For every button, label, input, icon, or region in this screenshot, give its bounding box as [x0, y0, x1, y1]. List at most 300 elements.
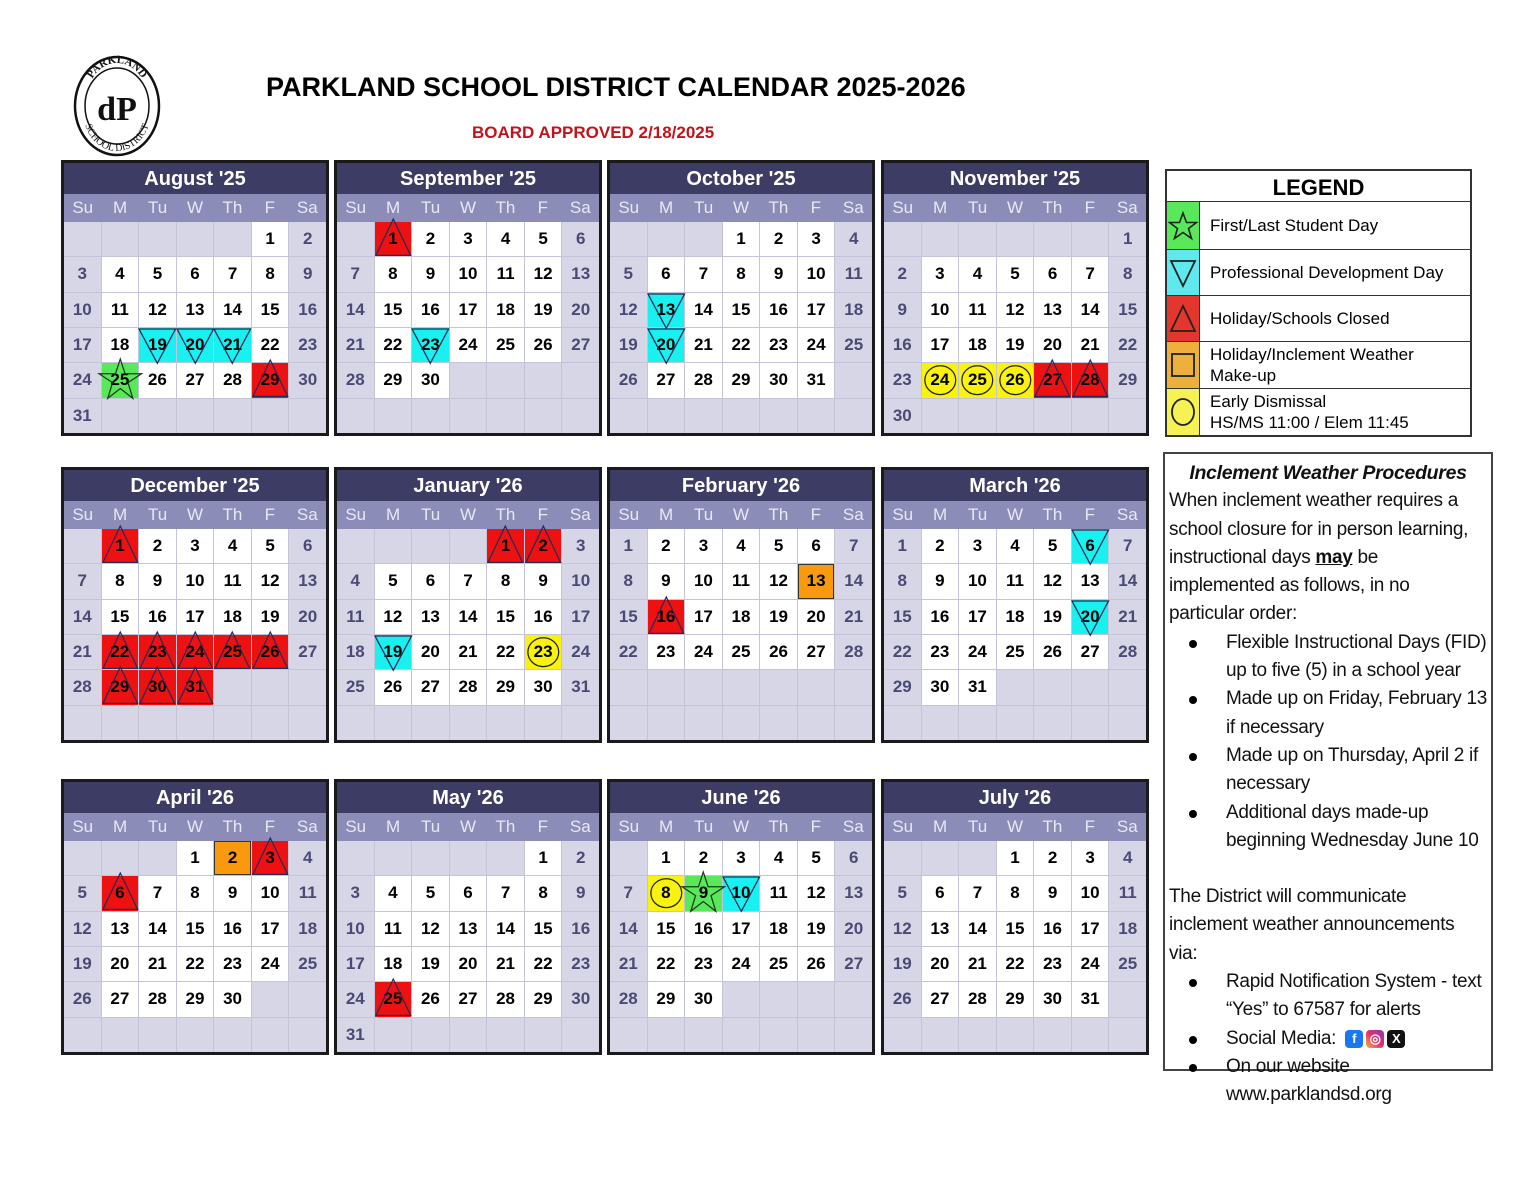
day-cell-holiday [375, 222, 412, 256]
day-cell [1034, 564, 1071, 598]
day-number: 22 [185, 954, 205, 974]
day-number: 6 [1085, 536, 1095, 556]
day-number: 9 [897, 299, 908, 319]
day-cell [487, 912, 524, 946]
instagram-icon[interactable]: ◎ [1366, 1030, 1384, 1048]
day-cell [959, 635, 996, 669]
day-cell [289, 529, 326, 563]
day-cell-holiday [525, 529, 562, 563]
month-title: December '25 [64, 470, 326, 501]
empty-cell [64, 841, 101, 875]
empty-cell [139, 399, 176, 433]
day-cell [723, 328, 760, 362]
day-number: 29 [185, 989, 205, 1009]
day-cell [835, 876, 872, 910]
day-cell [798, 600, 835, 634]
day-number: 23 [1043, 954, 1063, 974]
day-cell [798, 529, 835, 563]
day-cell [648, 841, 685, 875]
day-cell [1072, 912, 1109, 946]
day-number: 23 [571, 954, 591, 974]
day-cell [177, 982, 214, 1016]
day-cell [1072, 564, 1109, 598]
day-number: 1 [388, 229, 398, 249]
day-number: 21 [1080, 335, 1100, 355]
empty-cell [1109, 1018, 1146, 1052]
day-cell [525, 222, 562, 256]
day-number: 27 [298, 642, 318, 662]
empty-cell [959, 706, 996, 740]
empty-cell [487, 706, 524, 740]
day-number: 5 [773, 536, 784, 556]
day-number: 4 [388, 883, 398, 903]
empty-cell [922, 222, 959, 256]
day-number: 31 [1080, 989, 1100, 1009]
empty-cell [648, 222, 685, 256]
day-cell-pd [177, 328, 214, 362]
day-number: 1 [897, 536, 908, 556]
day-number: 3 [575, 536, 586, 556]
day-cell [525, 670, 562, 704]
day-number: 24 [930, 370, 950, 390]
day-cell [289, 841, 326, 875]
day-grid [64, 529, 326, 740]
empty-cell [289, 399, 326, 433]
day-number: 22 [533, 954, 553, 974]
day-cell [252, 912, 289, 946]
day-number: 7 [152, 883, 163, 903]
empty-cell [177, 706, 214, 740]
day-cell [723, 912, 760, 946]
day-name: Su [618, 817, 640, 836]
day-cell-holiday [177, 635, 214, 669]
month-may [334, 779, 602, 1055]
day-cell [289, 257, 326, 291]
day-number: 18 [844, 299, 864, 319]
day-number: 4 [227, 536, 238, 556]
day-number: 16 [769, 299, 789, 319]
day-number: 8 [1122, 264, 1133, 284]
day-number: 12 [806, 883, 826, 903]
empty-cell [610, 670, 647, 704]
day-number: 1 [500, 536, 511, 556]
day-number: 25 [769, 954, 789, 974]
day-cell [922, 670, 959, 704]
approval-date: BOARD APPROVED 2/18/2025 [472, 123, 715, 142]
day-cell [64, 947, 101, 981]
day-cell [1034, 600, 1071, 634]
day-cell [64, 635, 101, 669]
day-cell [884, 363, 921, 397]
day-number: 27 [806, 642, 826, 662]
day-number: 11 [968, 299, 987, 319]
day-cell-pd [139, 328, 176, 362]
day-cell [525, 841, 562, 875]
day-cell [64, 399, 101, 433]
day-number: 19 [618, 335, 638, 355]
day-cell [835, 328, 872, 362]
day-cell [214, 529, 251, 563]
day-number: 8 [115, 571, 125, 591]
day-number: 19 [769, 606, 789, 626]
day-number: 18 [110, 335, 130, 355]
day-number: 14 [967, 918, 987, 938]
day-cell [1109, 600, 1146, 634]
day-name: M [933, 505, 948, 524]
day-name: Sa [569, 198, 591, 217]
day-cell [922, 293, 959, 327]
day-cell-early [922, 363, 959, 397]
day-number: 3 [972, 536, 983, 556]
day-number: 24 [967, 642, 987, 662]
empty-cell [562, 706, 599, 740]
day-grid [610, 222, 872, 433]
day-number: 2 [302, 229, 313, 249]
day-cell-pd [648, 293, 685, 327]
day-number: 24 [693, 642, 713, 662]
day-name: Su [892, 198, 914, 217]
day-number: 4 [1010, 536, 1020, 556]
day-number: 10 [345, 918, 365, 938]
day-cell [64, 564, 101, 598]
day-cell [562, 841, 599, 875]
day-number: 14 [345, 299, 365, 319]
empty-cell [64, 1018, 101, 1052]
day-number: 16 [223, 918, 243, 938]
day-number: 16 [298, 299, 318, 319]
day-cell [525, 564, 562, 598]
empty-cell [884, 706, 921, 740]
day-name: Sa [1116, 817, 1138, 836]
empty-cell [835, 363, 872, 397]
day-number: 14 [844, 571, 864, 591]
day-cell [214, 876, 251, 910]
day-number: 6 [575, 229, 586, 249]
day-number: 13 [185, 299, 205, 319]
month-august [61, 160, 329, 436]
empty-cell [177, 222, 214, 256]
legend-label: Professional Development Day [1210, 263, 1444, 282]
day-name: Th [768, 817, 789, 836]
day-number: 29 [656, 989, 676, 1009]
day-number: 28 [844, 642, 864, 662]
day-number: 24 [185, 642, 205, 662]
empty-cell [412, 529, 449, 563]
day-name: M [113, 817, 128, 836]
day-number: 6 [811, 536, 821, 556]
day-number: 8 [538, 883, 548, 903]
day-number: 13 [806, 571, 826, 591]
day-name: Sa [842, 505, 864, 524]
option-feb-13: Made up on Friday, February 13 if necessary [1169, 685, 1487, 742]
district-logo [73, 55, 161, 157]
day-cell-pd [723, 876, 760, 910]
empty-cell [798, 706, 835, 740]
empty-cell [562, 399, 599, 433]
day-cell [412, 912, 449, 946]
day-name: W [459, 817, 477, 836]
day-cell [64, 257, 101, 291]
day-number: 21 [844, 606, 864, 626]
day-number: 18 [223, 606, 243, 626]
day-cell [412, 947, 449, 981]
day-cell [562, 670, 599, 704]
day-cell [922, 635, 959, 669]
day-name: Su [345, 817, 367, 836]
empty-cell [1072, 1018, 1109, 1052]
empty-cell [214, 670, 251, 704]
day-cell [922, 564, 959, 598]
day-cell [375, 328, 412, 362]
day-cell [102, 600, 139, 634]
day-cell-pd [375, 635, 412, 669]
day-number: 18 [496, 299, 516, 319]
day-cell [1034, 876, 1071, 910]
day-cell [922, 947, 959, 981]
day-number: 14 [1080, 299, 1100, 319]
day-cell [562, 222, 599, 256]
day-cell [289, 363, 326, 397]
empty-cell [1034, 1018, 1071, 1052]
day-number: 4 [1122, 848, 1133, 868]
day-grid [337, 529, 599, 740]
day-cell [959, 564, 996, 598]
day-cell [685, 293, 722, 327]
day-number: 28 [72, 677, 92, 697]
day-cell [959, 982, 996, 1016]
day-number: 7 [1085, 264, 1095, 284]
day-cell [139, 257, 176, 291]
day-number: 5 [811, 848, 821, 868]
day-grid [884, 529, 1146, 740]
day-number: 23 [147, 642, 167, 662]
legend-label: Holiday/Schools Closed [1210, 309, 1390, 328]
empty-cell [723, 982, 760, 1016]
empty-cell [1109, 706, 1146, 740]
month-title: March '26 [884, 470, 1146, 501]
day-number: 4 [500, 229, 511, 249]
day-cell [525, 876, 562, 910]
day-name: F [264, 505, 276, 524]
day-number: 15 [1118, 299, 1138, 319]
empty-cell [375, 841, 412, 875]
empty-cell [723, 706, 760, 740]
day-number: 24 [731, 954, 751, 974]
day-number: 20 [110, 954, 130, 974]
day-cell [685, 841, 722, 875]
day-name: Su [72, 505, 94, 524]
day-cell [760, 876, 797, 910]
month-june [607, 779, 875, 1055]
day-cell [1072, 328, 1109, 362]
day-number: 5 [388, 571, 398, 591]
day-cell [289, 912, 326, 946]
day-cell [1109, 222, 1146, 256]
day-number: 17 [806, 299, 826, 319]
empty-cell [214, 222, 251, 256]
empty-cell [525, 706, 562, 740]
day-cell [1109, 293, 1146, 327]
month-title: February '26 [610, 470, 872, 501]
day-cell [648, 257, 685, 291]
empty-cell [102, 399, 139, 433]
day-cell [337, 257, 374, 291]
day-number: 21 [967, 954, 987, 974]
month-october [607, 160, 875, 436]
day-number: 9 [538, 571, 548, 591]
day-names-row [64, 501, 326, 529]
day-cell [562, 876, 599, 910]
day-number: 31 [185, 677, 205, 697]
day-number: 23 [892, 370, 912, 390]
day-cell [562, 328, 599, 362]
day-cell-holiday [102, 635, 139, 669]
day-cell [922, 912, 959, 946]
day-cell [884, 564, 921, 598]
day-number: 28 [618, 989, 638, 1009]
empty-cell [1034, 706, 1071, 740]
day-number: 15 [496, 606, 516, 626]
website-link[interactable]: www.parklandsd.org [1226, 1084, 1392, 1106]
empty-cell [252, 399, 289, 433]
day-name: F [264, 198, 276, 217]
day-number: 15 [110, 606, 130, 626]
day-name: Tu [147, 505, 168, 524]
day-number: 10 [693, 571, 713, 591]
day-cell [252, 529, 289, 563]
day-cell [760, 947, 797, 981]
day-number: 17 [731, 918, 751, 938]
comms-rapid-notification: Rapid Notification System - text “Yes” to 67587 for alerts [1169, 968, 1487, 1025]
empty-cell [289, 670, 326, 704]
day-name: Sa [569, 817, 591, 836]
day-cell [375, 876, 412, 910]
day-cell [1109, 564, 1146, 598]
day-cell [884, 876, 921, 910]
day-number: 3 [736, 848, 746, 868]
day-cell [760, 600, 797, 634]
legend-label: Holiday/Inclement Weather Make-up [1210, 345, 1414, 385]
empty-cell [723, 670, 760, 704]
empty-cell [723, 399, 760, 433]
day-cell [487, 982, 524, 1016]
legend [1165, 169, 1472, 437]
day-name: Tu [147, 817, 168, 836]
day-cell [723, 841, 760, 875]
day-number: 27 [420, 677, 440, 697]
day-cell [610, 564, 647, 598]
day-number: 30 [223, 989, 243, 1009]
day-cell [337, 363, 374, 397]
day-number: 11 [1118, 883, 1137, 903]
day-cell [139, 363, 176, 397]
day-cell [723, 600, 760, 634]
day-number: 24 [72, 370, 92, 390]
day-cell [685, 982, 722, 1016]
empty-cell [685, 670, 722, 704]
day-number: 16 [1043, 918, 1063, 938]
day-number: 2 [1047, 848, 1058, 868]
day-cell [884, 912, 921, 946]
day-cell [252, 876, 289, 910]
day-number: 5 [425, 883, 436, 903]
empty-cell [450, 841, 487, 875]
comms-list [1169, 968, 1487, 1109]
day-cell [835, 257, 872, 291]
day-cell [922, 982, 959, 1016]
day-number: 21 [693, 335, 713, 355]
day-number: 10 [260, 883, 280, 903]
day-cell [177, 529, 214, 563]
day-cell [760, 293, 797, 327]
day-number: 21 [1118, 606, 1138, 626]
day-cell [884, 257, 921, 291]
day-cell [139, 529, 176, 563]
day-number: 25 [967, 370, 987, 390]
day-cell [289, 564, 326, 598]
day-number: 30 [298, 370, 318, 390]
facebook-icon[interactable]: f [1345, 1030, 1363, 1048]
empty-cell [139, 706, 176, 740]
day-cell [375, 600, 412, 634]
month-title: October '25 [610, 163, 872, 194]
day-cell [835, 841, 872, 875]
inclement-weather-procedures [1163, 452, 1493, 1106]
day-number: 4 [350, 571, 361, 591]
comms-intro: The District will communicate inclement weather announcements via: [1169, 886, 1455, 964]
day-cell [289, 222, 326, 256]
day-cell [884, 399, 921, 433]
empty-cell [562, 1018, 599, 1052]
day-number: 15 [656, 918, 676, 938]
x-icon[interactable]: X [1387, 1030, 1405, 1048]
day-cell [375, 293, 412, 327]
day-cell [1072, 293, 1109, 327]
day-number: 27 [1043, 370, 1063, 390]
day-number: 23 [930, 642, 950, 662]
day-cell [450, 257, 487, 291]
day-cell-holiday [139, 670, 176, 704]
day-cell [610, 982, 647, 1016]
day-name: Su [72, 817, 94, 836]
day-number: 7 [972, 883, 983, 903]
day-number: 23 [693, 954, 713, 974]
circle-icon [1167, 389, 1200, 435]
day-number: 25 [844, 335, 864, 355]
day-cell [139, 912, 176, 946]
empty-cell [177, 1018, 214, 1052]
day-cell [798, 912, 835, 946]
day-number: 2 [575, 848, 586, 868]
day-cell [922, 876, 959, 910]
day-cell [1034, 257, 1071, 291]
day-cell [760, 841, 797, 875]
day-cell [64, 363, 101, 397]
day-cell [337, 876, 374, 910]
day-cell [997, 257, 1034, 291]
day-number: 11 [346, 606, 365, 626]
day-number: 22 [496, 642, 516, 662]
empty-cell [997, 222, 1034, 256]
day-cell [177, 564, 214, 598]
day-number: 12 [892, 918, 912, 938]
day-name: Tu [693, 505, 714, 524]
day-cell [922, 328, 959, 362]
empty-cell [525, 363, 562, 397]
day-cell [723, 293, 760, 327]
day-number: 23 [533, 642, 553, 662]
month-title: January '26 [337, 470, 599, 501]
